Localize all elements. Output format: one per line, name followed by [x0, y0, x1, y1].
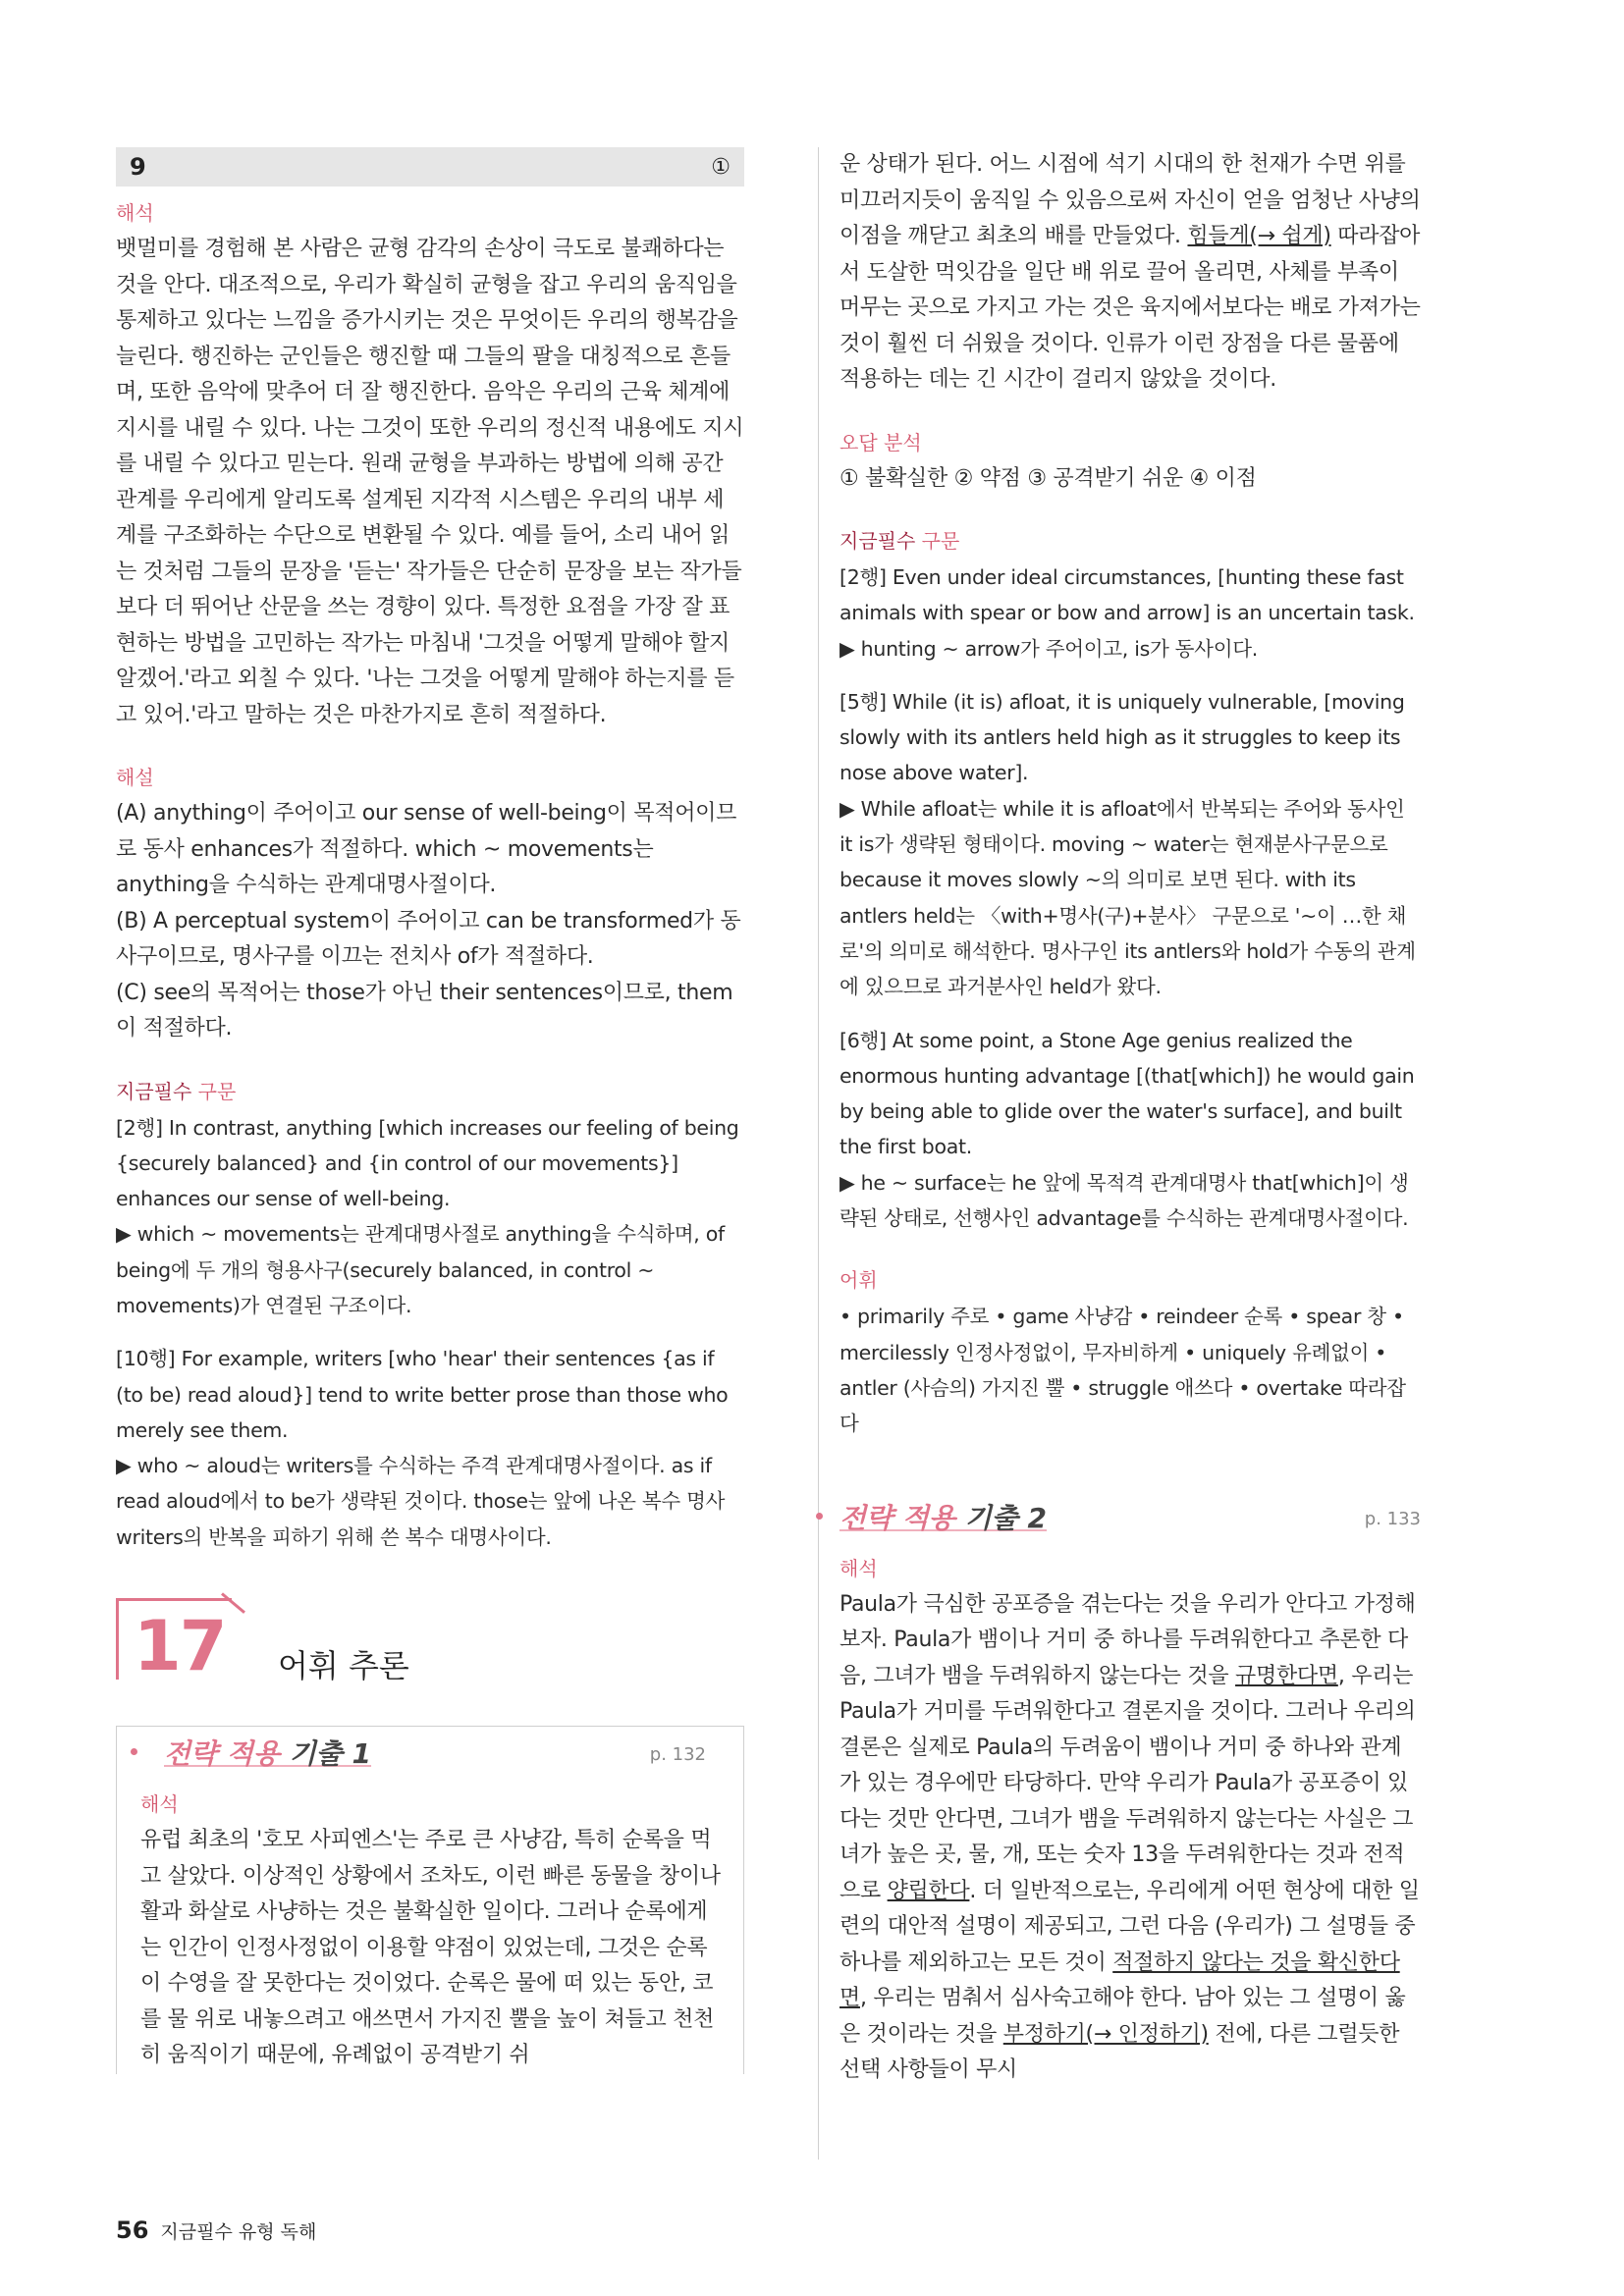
- section-number: 17: [134, 1606, 226, 1687]
- translation-paragraph-3: Paula가 극심한 공포증을 겪는다는 것을 우리가 안다고 가정해 보자. Paula가 뱀이나 거미 중 하나를 두려워한다고 추론한 다음, 그녀가 뱀을 두려워하지 않는다는 것을 규명한다면, 우리는 Paula가 거미를 두려워한다고 결론지을 것이다. 그러나 우리의 결론은 실제로 Paula의 두려움이 뱀이나 거미 중 하나와 관계가 있는 경우에만 타당하다. 만약 우리가 Paula가 공포증이 있다는 것만 안다면, 그녀가 뱀을 두려워하지 않는다는 사실은 그녀가 높은 곳, 물, 개, 또는 숫자 13을 두려워한다는 것과 전적으로 양립한다. 더 일반적으로는, 우리에게 어떤 현상에 대한 일련의 대안적 설명이 제공되고, 그런 다음 (우리가) 그 설명들 중 하나를 제외하고는 모든 것이 적절하지 않다는 것을 확신한다면, 우리는 멈춰서 심사숙고해야 한다. 남아 있는 그 설명이 옳은 것이라는 것을 부정하기(→ 인정하기) 전에, 다른 그럴듯한 선택 사항들이 무시: [839, 1591, 1420, 2083]
- book-title: 지금필수 유형 독해: [160, 2221, 317, 2243]
- grammar-heading-b: 구문: [191, 1079, 237, 1103]
- section-heading-translation-2: 해석: [140, 1792, 179, 1817]
- strategy-heading-1: [140, 1727, 726, 1778]
- grammar-item-2: [116, 1341, 744, 1448]
- grammar-note-3: ▶ he ~ surface는 he 앞에 목적격 관계대명사 that[which]이 생략된 상태로, 선행사인 advantage를 수식하는 관계대명사절이다.: [839, 1170, 1409, 1231]
- question-answer: ①: [711, 154, 731, 180]
- question-header: [116, 147, 744, 187]
- left-column: [116, 147, 744, 2074]
- grammar-item-1: [2행] Even under ideal circumstances, [hunting these fast animals with spear or bow and arrow] is an uncertain task.: [839, 565, 1415, 625]
- grammar-note-1: ▶ hunting ~ arrow가 주어이고, is가 동사이다.: [839, 636, 1258, 661]
- grammar-note-2: ▶ who ~ aloud는 writers를 수식하는 주격 관계대명사절이다. as if read aloud에서 to be가 생략된 것이다. those는 앞에 나온 복수 명사 writers의 반복을 피하기 위해 쓴 복수 대명사이다.: [116, 1454, 726, 1549]
- question-number: 9: [130, 153, 146, 181]
- grammar-item-1: [116, 1110, 744, 1217]
- strategy-label: 전략 적용: [839, 1501, 955, 1534]
- explanation-b: (B) A perceptual system이 주어이고 can be transformed가 동사구이므로, 명사구를 이끄는 전치사 of가 적절하다.: [116, 908, 741, 969]
- section-heading-translation-3: 해석: [839, 1556, 878, 1580]
- page-footer: [116, 2216, 316, 2244]
- section-heading-grammar: [116, 1077, 744, 1106]
- strategy-label: 전략 적용: [164, 1737, 280, 1771]
- grammar-item-3: [6행] At some point, a Stone Age genius realized the enormous hunting advantage [(that[which]) he would gain by being able to glide over the water's surface], and built the first boat.: [839, 1028, 1415, 1159]
- grammar-sentence: For example, writers [who 'hear' their sentences {as if (to be) read aloud}] tend to write better prose than those who merely see them.: [116, 1347, 729, 1442]
- underlined-word: 힘들게(→ 쉽게): [1187, 224, 1331, 248]
- explanation-c: (C) see의 목적어는 those가 아닌 their sentences이므로, them이 적절하다.: [116, 980, 733, 1041]
- bullet-dot: [816, 1513, 823, 1520]
- page-ref: p. 133: [1364, 1508, 1421, 1529]
- translation-paragraph: 뱃멀미를 경험해 본 사람은 균형 감각의 손상이 극도로 불쾌하다는 것을 안다. 대조적으로, 우리가 확실히 균형을 잡고 우리의 움직임을 통제하고 있다는 느낌을 증가시키는 것은 무엇이든 우리의 행복감을 늘린다. 행진하는 군인들은 행진할 때 그들의 팔을 대칭적으로 흔들며, 또한 음악에 맞추어 더 잘 행진한다. 음악은 우리의 근육 체계에 지시를 내릴 수 있다. 나는 그것이 또한 우리의 정신적 내용에도 지시를 내릴 수 있다고 믿는다. 원래 균형을 부과하는 방법에 의해 공간 관계를 우리에게 알리도록 설계된 지각적 시스템은 우리의 내부 세계를 구조화하는 수단으로 변환될 수 있다. 예를 들어, 소리 내어 읽는 것처럼 그들의 문장을 '듣는' 작가들은 단순히 문장을 보는 작가들보다 더 뛰어난 산문을 쓰는 경향이 있다. 특정한 요점을 가장 잘 표현하는 방법을 고민하는 작가는 마침내 '그것을 어떻게 말해야 할지 알겠어.'라고 외칠 수 있다. '나는 그것을 어떻게 말해야 하는지를 듣고 있어.'라고 말하는 것은 마찬가지로 흔히 적절하다.: [116, 237, 744, 727]
- strategy-sub: 기출 2: [954, 1501, 1048, 1534]
- vocab-list: • primarily 주로 • game 사냥감 • reindeer 순록 • spear 창 • mercilessly 인정사정없이, 무자비하게 • uniquely 유례없이 • antler (사슴의) 가지진 뿔 • struggle 애쓰다 • overtake 따라잡다: [839, 1305, 1406, 1436]
- translation-paragraph-2: 유럽 최초의 '호모 사피엔스'는 주로 큰 사냥감, 특히 순록을 먹고 살았다. 이상적인 상황에서 조차도, 이런 빠른 동물을 창이나 활과 화살로 사냥하는 것은 불확실한 일이다. 그러나 순록에게는 인간이 인정사정없이 이용할 약점이 있었는데, 그것은 순록이 수영을 잘 못한다는 것이었다. 순록은 물에 떠 있는 동안, 코를 물 위로 내놓으려고 애쓰면서 가지진 뿔을 높이 쳐들고 천천히 움직이기 때문에, 유례없이 공격받기 쉬: [140, 1828, 721, 2068]
- grammar-item-2: [5행] While (it is) afloat, it is uniquely vulnerable, [moving slowly with its antlers held high as it struggles to keep its nose above water].: [839, 689, 1405, 785]
- section-heading-translation: 해석: [116, 201, 154, 225]
- grammar-note-2: ▶ While afloat는 while it is afloat에서 반복되는 주어와 동사인 it is가 생략된 형태이다. moving ~ water는 현재분사구문으로 because it moves slowly ~의 의미로 보면 된다. with its antlers held는 〈with+명사(구)+분사〉 구문으로 '~이 …한 채로'의 의미로 해석한다. 명사구인 its antlers와 hold가 수동의 관계에 있으므로 과거분사인 held가 왔다.: [839, 796, 1416, 999]
- page-ref: p. 132: [649, 1744, 706, 1766]
- strategy-heading-2: [839, 1491, 1421, 1542]
- section-heading-explanation: 해설: [116, 766, 154, 789]
- section-heading-vocab: 어휘: [839, 1268, 878, 1293]
- column-divider: [818, 147, 819, 2160]
- translation-continued: 운 상태가 된다. 어느 시점에 석기 시대의 한 천재가 수면 위를 미끄러지듯이 움직일 수 있음으로써 자신이 얻을 엄청난 사냥의 이점을 깨닫고 최초의 배를 만들었다. 힘들게(→ 쉽게) 따라잡아서 도살한 먹잇감을 일단 배 위로 끌어 올리면, 사체를 부족이 머무는 곳으로 가지고 가는 것은 육지에서보다는 배로 가져가는 것이 훨씬 더 쉬웠을 것이다. 인류가 이런 장점을 다른 물품에 적용하는 데는 긴 시간이 걸리지 않았을 것이다.: [839, 152, 1421, 392]
- wrong-options: ① 불확실한 ② 약점 ③ 공격받기 쉬운 ④ 이점: [839, 465, 1257, 491]
- grammar-note-1: ▶ which ~ movements는 관계대명사절로 anything을 수식하며, of being에 두 개의 형용사구(securely balanced, in control ~ movements)가 연결된 구조이다.: [116, 1222, 725, 1317]
- right-column: [839, 147, 1421, 2089]
- strategy-sub: 기출 1: [279, 1737, 372, 1771]
- grammar-heading-a: 지금필수: [116, 1079, 192, 1103]
- explanation-a: (A) anything이 주어이고 our sense of well-being이 목적어이므로 동사 enhances가 적절하다. which ~ movements는 anything을 수식하는 관계대명사절이다.: [116, 801, 737, 897]
- strategy-box-1: [116, 1726, 744, 2074]
- section-heading-grammar: 지금필수 구문: [839, 529, 960, 553]
- page-number: 56: [116, 2216, 149, 2244]
- grammar-tag: [10행]: [116, 1347, 176, 1371]
- bullet-dot: [131, 1748, 137, 1755]
- section-17-header: [116, 1598, 744, 1726]
- grammar-tag: [2행]: [116, 1115, 163, 1140]
- section-title: 어휘 추론: [278, 1647, 409, 1685]
- grammar-sentence: In contrast, anything [which increases our feeling of being {securely balanced} and {in control of our movements}] enhances our sense of well-being.: [116, 1115, 739, 1211]
- section-heading-wrong-analysis: 오답 분석: [839, 430, 922, 454]
